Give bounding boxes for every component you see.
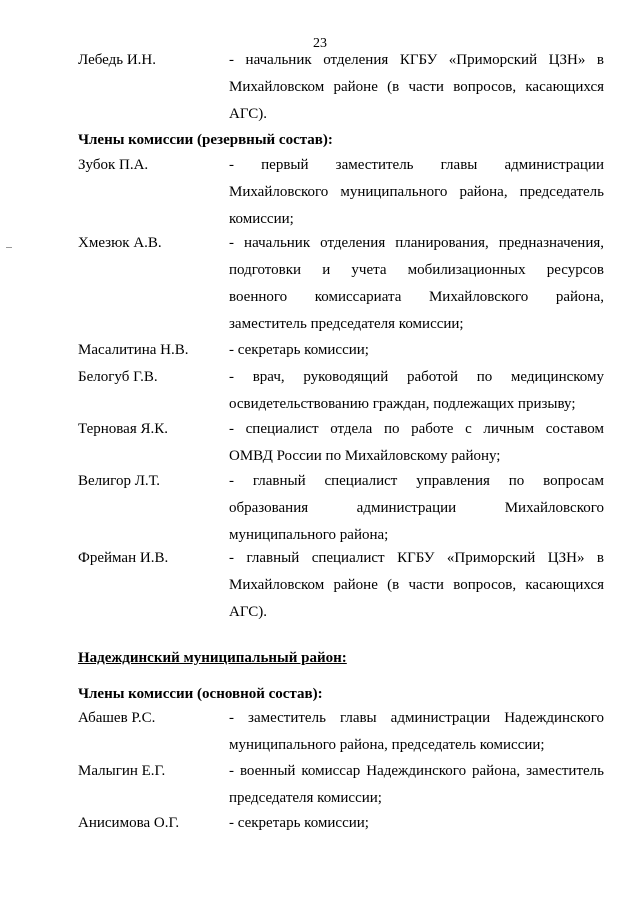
member-role (229, 705, 604, 759)
member-role (229, 758, 604, 812)
role-line: Михайловского муниципального района, председатель (229, 184, 604, 200)
role-line: муниципального района; (229, 527, 389, 543)
member-role (229, 230, 604, 338)
role-line: комиссии; (229, 211, 294, 227)
role-line: военного комиссариата Михайловского района, (229, 289, 604, 305)
member-name: Лебедь И.Н. (78, 52, 157, 68)
role-line: освидетельствованию граждан, подлежащих призыву; (229, 396, 576, 412)
member-role (229, 810, 604, 837)
role-line: - начальник отделения планирования, предназначения, (229, 235, 604, 251)
member-name: Анисимова О.Г. (78, 815, 180, 831)
role-line: - секретарь комиссии; (229, 815, 369, 831)
main-heading: Члены комиссии (основной состав): (78, 686, 323, 702)
page-number: 23 (313, 36, 327, 51)
member-name: Зубок П.А. (78, 157, 149, 173)
role-line: подготовки и учета мобилизационных ресурсов (229, 262, 604, 278)
role-line: муниципального района, председатель комиссии; (229, 737, 545, 753)
member-name: Белогуб Г.В. (78, 369, 158, 385)
role-line: ОМВД России по Михайловскому району; (229, 448, 501, 464)
role-line: АГС). (229, 604, 268, 620)
member-name: Терновая Я.К. (78, 421, 168, 437)
role-line: - военный комиссар Надеждинского района, заместитель (229, 763, 604, 779)
role-line: Михайловском районе (в части вопросов, касающихся (229, 577, 604, 593)
district-heading: Надеждинский муниципальный район: (78, 650, 347, 666)
role-line: - главный специалист управления по вопросам (229, 473, 604, 489)
role-line: - врач, руководящий работой по медицинскому (229, 369, 604, 385)
member-name: Абашев Р.С. (78, 710, 156, 726)
member-role (229, 468, 604, 549)
role-line: - специалист отдела по работе с личным составом (229, 421, 604, 437)
member-role (229, 337, 604, 364)
scan-margin-mark (6, 247, 12, 248)
role-line: - заместитель главы администрации Надеждинского (229, 710, 604, 726)
member-name: Фрейман И.В. (78, 550, 169, 566)
role-line: образования администрации Михайловского (229, 500, 604, 516)
member-name: Хмезюк А.В. (78, 235, 162, 251)
role-line: АГС). (229, 106, 268, 122)
member-name: Масалитина Н.В. (78, 342, 189, 358)
role-line: - первый заместитель главы администрации (229, 157, 604, 173)
member-role (229, 152, 604, 233)
member-name: Малыгин Е.Г. (78, 763, 166, 779)
role-line: - главный специалист КГБУ «Приморский ЦЗН» в (229, 550, 604, 566)
member-name: Велигор Л.Т. (78, 473, 161, 489)
role-line: Михайловском районе (в части вопросов, касающихся (229, 79, 604, 95)
member-role (229, 47, 604, 128)
member-role (229, 364, 604, 418)
member-role (229, 416, 604, 470)
member-role (229, 545, 604, 626)
role-line: - начальник отделения КГБУ «Приморский ЦЗН» в (229, 52, 604, 68)
role-line: - секретарь комиссии; (229, 342, 369, 358)
role-line: председателя комиссии; (229, 790, 382, 806)
role-line: заместитель председателя комиссии; (229, 316, 464, 332)
reserve-heading: Члены комиссии (резервный состав): (78, 132, 333, 148)
